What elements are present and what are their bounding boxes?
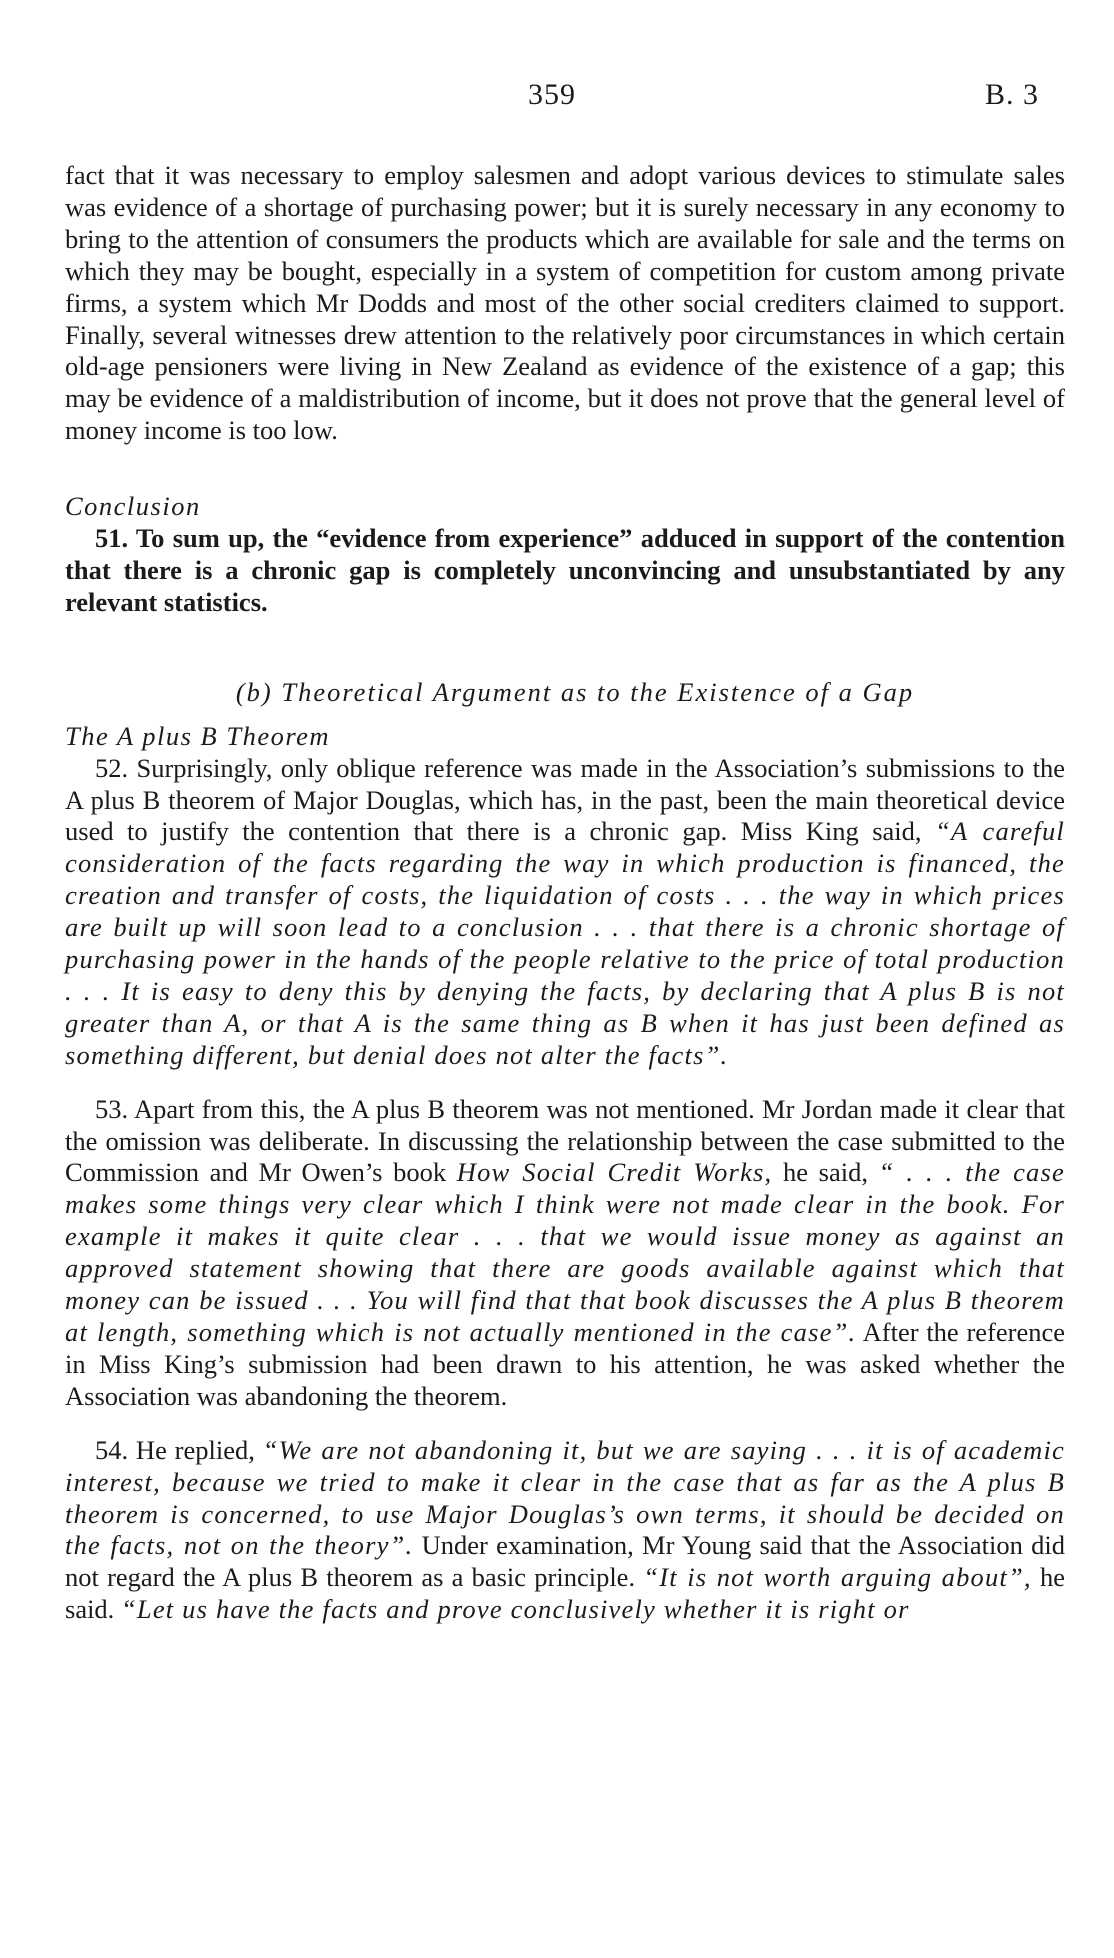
paragraph-51: 51. To sum up, the “evidence from experience” adduced in support of the contention that there is a chronic gap is completely unconvincing and unsubstantiated by any relevant statistics. — [65, 523, 1065, 617]
paragraph-continued: fact that it was necessary to employ salesmen and adopt various devices to stimulate sales was evidence of a shortage of purchasing power; but it is surely necessary in any economy to bring to the attention of consumers the products which are available for sale and the terms on which they may be bought, especially in a system of competition for custom among private firms, a system which Mr Dodds and most of the other social crediters claimed to support. Finally, several witnesses drew attention to the relatively poor circumstances in which certain old-age pensioners were living in New Zealand as evidence of the existence of a gap; this may be evidence of a maldistribution of income, but it does not prove that the general level of money income is too low. — [65, 160, 1065, 446]
paragraph-52 — [65, 753, 1065, 1072]
p54-quote-2: “It is not worth arguing about”, — [643, 1562, 1032, 1593]
p54-text-b: Under examination, Mr Young said that the Association did not regard the A plus B theorem as a basic principle. — [65, 1530, 1065, 1593]
p52-text: 52. Surprisingly, only oblique reference was made in the Association’s submissions to the A plus B theorem of Major Douglas, which has, in the past, been the main theoretical device used to justify the contention that there is a chronic gap. Miss King said, — [65, 752, 1065, 847]
p54-quote-1: “We are not abandoning it, but we are saying . . . it is of academic interest, because we tried to make it clear in the case that as far as the A plus B theorem is concerned, to use Major Douglas’s own terms, it should be decided on the facts, not on the theory”. — [65, 1434, 1065, 1561]
document-reference: B. 3 — [985, 78, 1040, 111]
section-b-title: (b) Theoretical Argument as to the Existence of a Gap — [235, 676, 915, 707]
p54-text-c: he said. — [65, 1562, 1065, 1625]
paragraph-53 — [65, 1094, 1065, 1413]
p53-text-c: After the reference in Miss King’s submission had been drawn to his attention, he was asked whether the Association was abandoning the theorem. — [65, 1317, 1065, 1411]
p54-quote-3: “Let us have the facts and prove conclusively whether it is right or — [120, 1594, 910, 1625]
page-body — [65, 160, 1065, 1626]
page-number: 359 — [528, 78, 576, 111]
theorem-heading: The A plus B Theorem — [65, 720, 331, 751]
p53-book-title: How Social Credit Works, — [456, 1157, 773, 1188]
p53-quote: “ . . . the case makes some things very clear which I think were not made clear in the book. For example it makes it quite clear . . . that we would issue money as against an approved statement showing that there are goods available against which that money can be issued . . . You will find that that book discusses the A plus B theorem at length, something which is not actually mentioned in the case”. — [65, 1157, 1065, 1347]
paragraph-54 — [65, 1435, 1065, 1626]
conclusion-heading: Conclusion — [65, 491, 201, 522]
p54-text-a: 54. He replied, — [95, 1434, 263, 1465]
p53-text-a: 53. Apart from this, the A plus B theorem was not mentioned. Mr Jordan made it clear that the omission was deliberate. In discussing the relationship between the case submitted to the Commission and Mr Owen’s book — [65, 1093, 1065, 1188]
p52-quote: “A careful consideration of the facts regarding the way in which production is financed, the creation and transfer of costs, the liquidation of costs . . . the way in which prices are built up will soon lead to a conclusion . . . that there is a chronic shortage of purchasing power in the hands of the people relative to the price of total production . . . It is easy to deny this by denying the facts, by declaring that A plus B is not greater than A, or that A is the same thing as B when it has just been defined as something different, but denial does not alter the facts”. — [65, 816, 1065, 1070]
p53-text-b: he said, — [772, 1157, 879, 1188]
